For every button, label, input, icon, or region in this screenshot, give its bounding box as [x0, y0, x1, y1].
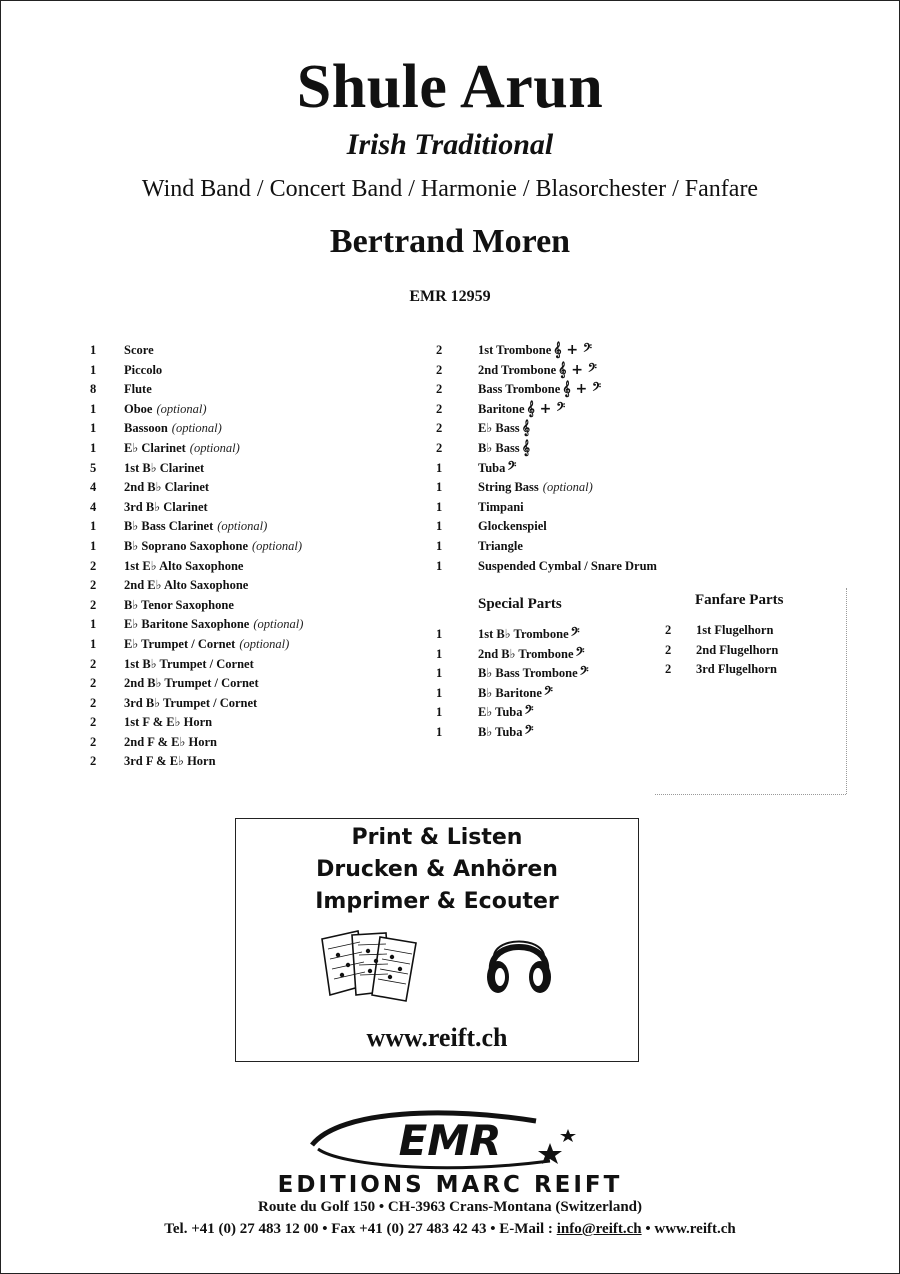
part-name: 1st Flugelhorn [696, 623, 774, 637]
fanfare-part-row [665, 621, 778, 641]
part-row [436, 341, 657, 361]
part-name: B♭ Bass Clarinet [124, 519, 214, 534]
part-name: B♭ Soprano Saxophone [124, 538, 248, 553]
optional-note: (optional) [542, 480, 593, 495]
part-name: Glockenspiel [478, 519, 547, 534]
clef-icon: 𝄞 + 𝄢 [558, 361, 597, 378]
part-quantity: 2 [90, 695, 97, 710]
part-name: Flute [124, 382, 152, 397]
part-quantity: 1 [436, 705, 443, 720]
part-row [90, 517, 303, 537]
special-part-row [436, 625, 589, 645]
part-name: E♭ Trumpet / Cornet [124, 636, 236, 651]
contact-website[interactable]: • www.reift.ch [641, 1221, 736, 1237]
part-name: 3rd Flugelhorn [696, 662, 777, 677]
part-quantity: 1 [436, 460, 443, 475]
contact-phone-fax: Tel. +41 (0) 27 483 12 00 • Fax +41 (0) 27 483 42 43 • E-Mail : [164, 1221, 557, 1237]
clef-icon: 𝄢 [507, 459, 517, 476]
part-quantity: 1 [90, 362, 97, 377]
part-row [436, 517, 657, 537]
clef-icon: 𝄢 [575, 645, 585, 662]
part-name: String Bass [478, 480, 539, 495]
part-name: E♭ Clarinet [124, 440, 186, 455]
part-quantity: 2 [90, 715, 97, 730]
optional-note: (optional) [239, 636, 290, 651]
optional-note: (optional) [252, 538, 302, 553]
part-name: B♭ Bass [478, 440, 520, 455]
part-name: 2nd E♭ Alto Saxophone [124, 578, 249, 593]
part-quantity: 1 [90, 421, 97, 436]
part-name: 3rd F & E♭ Horn [124, 754, 216, 769]
part-row [90, 537, 303, 557]
part-quantity: 2 [90, 734, 97, 749]
part-quantity: 2 [436, 382, 443, 397]
part-row [436, 439, 657, 459]
part-row [90, 655, 303, 675]
part-quantity: 1 [436, 646, 443, 661]
part-name: 1st F & E♭ Horn [124, 715, 213, 730]
promo-line-german: Drucken & Anhören [316, 857, 558, 882]
part-quantity: 1 [436, 685, 443, 700]
part-row [90, 400, 303, 420]
part-name: E♭ Tuba [478, 705, 523, 720]
clef-icon: 𝄞 + 𝄢 [553, 342, 593, 358]
part-row [436, 400, 657, 420]
promo-line-english: Print & Listen [351, 825, 523, 850]
part-row [90, 752, 303, 772]
special-part-row [436, 645, 589, 665]
part-row [90, 557, 303, 577]
optional-note: (optional) [189, 440, 240, 455]
part-name: B♭ Baritone [478, 685, 542, 700]
part-quantity: 2 [436, 362, 443, 377]
parts-list-right [436, 341, 657, 576]
clef-icon: 𝄞 + 𝄢 [526, 400, 566, 417]
part-quantity: 1 [436, 666, 443, 681]
part-quantity: 1 [90, 538, 97, 553]
part-row [436, 380, 657, 400]
part-name: Bass Trombone [478, 382, 561, 397]
part-row [90, 498, 303, 518]
part-quantity: 1 [90, 401, 97, 416]
part-name: 2nd B♭ Trombone [478, 646, 574, 661]
emr-logo-text: EMR [398, 1116, 502, 1165]
part-quantity: 2 [665, 623, 672, 637]
special-part-row [436, 664, 589, 684]
part-quantity: 1 [436, 519, 443, 534]
part-quantity: 1 [90, 519, 97, 534]
part-name: 2nd Trombone [478, 362, 557, 377]
part-row [90, 478, 303, 498]
part-name: 2nd Flugelhorn [696, 642, 779, 657]
part-name: 1st B♭ Clarinet [124, 460, 205, 475]
promo-line-french: Imprimer & Ecouter [315, 889, 559, 914]
part-row [436, 459, 657, 479]
part-name: Baritone [478, 401, 525, 416]
part-name: 2nd B♭ Trumpet / Cornet [124, 676, 259, 691]
part-row [90, 341, 303, 361]
optional-note: (optional) [217, 519, 268, 534]
part-row [90, 459, 303, 479]
fanfare-parts-heading: Fanfare Parts [695, 592, 784, 608]
part-quantity: 2 [90, 754, 97, 769]
part-quantity: 1 [436, 480, 443, 495]
part-row [436, 498, 657, 518]
part-row [436, 478, 657, 498]
part-name: 1st B♭ Trumpet / Cornet [124, 656, 254, 671]
part-quantity: 1 [436, 627, 443, 641]
part-quantity: 2 [90, 597, 97, 612]
part-name: Triangle [478, 538, 523, 553]
part-name: Timpani [478, 499, 524, 514]
clef-icon: 𝄞 [521, 439, 530, 456]
part-quantity: 2 [90, 558, 97, 573]
optional-note: (optional) [253, 617, 304, 632]
promo-url-link[interactable]: www.reift.ch [366, 1023, 508, 1052]
part-row [90, 439, 303, 459]
part-name: E♭ Baritone Saxophone [124, 617, 250, 632]
clef-icon: 𝄢 [524, 723, 534, 740]
composer-name: Bertrand Moren [329, 223, 571, 260]
special-parts-list [436, 625, 589, 743]
emr-logo-icon [300, 1105, 600, 1177]
publisher-address: Route du Golf 150 • CH-3963 Crans-Montana (Switzerland) [258, 1199, 642, 1215]
part-row [90, 576, 303, 596]
fanfare-part-row [665, 641, 778, 661]
part-quantity: 2 [665, 662, 672, 677]
part-row [90, 694, 303, 714]
publisher-contact [0, 1221, 900, 1238]
optional-note: (optional) [171, 421, 222, 436]
fanfare-divider-vertical [846, 588, 847, 794]
part-quantity: 2 [436, 440, 443, 455]
part-name: Bassoon [124, 421, 168, 436]
part-quantity: 2 [436, 343, 443, 357]
part-row [90, 674, 303, 694]
part-name: Score [124, 343, 154, 357]
part-name: 3rd B♭ Trumpet / Cornet [124, 695, 258, 710]
fanfare-divider-horizontal [655, 794, 846, 795]
clef-icon: 𝄢 [543, 684, 553, 701]
part-quantity: 8 [90, 382, 97, 397]
part-row [90, 380, 303, 400]
piece-subtitle: Irish Traditional [346, 128, 554, 161]
part-row [90, 596, 303, 616]
part-name: 1st E♭ Alto Saxophone [124, 558, 244, 573]
part-quantity: 2 [90, 578, 97, 593]
part-name: 2nd B♭ Clarinet [124, 480, 210, 495]
ensemble-line: Wind Band / Concert Band / Harmonie / Blasorchester / Fanfare [141, 176, 759, 202]
clef-icon: 𝄞 + 𝄢 [562, 381, 602, 398]
special-part-row [436, 723, 589, 743]
part-quantity: 1 [436, 724, 443, 739]
clef-icon: 𝄢 [524, 704, 534, 721]
special-part-row [436, 684, 589, 704]
piece-title: Shule Arun [296, 53, 604, 121]
part-name: Piccolo [124, 362, 163, 377]
part-row [90, 361, 303, 381]
part-name: 1st Trombone [478, 343, 552, 357]
part-quantity: 1 [90, 617, 97, 632]
part-name: Oboe [124, 401, 153, 416]
part-row [90, 615, 303, 635]
fanfare-parts-list [665, 621, 778, 680]
part-name: 2nd F & E♭ Horn [124, 734, 217, 749]
clef-icon: 𝄞 [521, 420, 530, 437]
part-name: 1st B♭ Trombone [478, 627, 569, 641]
clef-icon: 𝄢 [570, 626, 580, 642]
part-quantity: 2 [90, 656, 97, 671]
print-listen-box [235, 818, 639, 1062]
part-name: B♭ Tenor Saxophone [124, 597, 234, 612]
part-quantity: 4 [90, 499, 97, 514]
optional-note: (optional) [156, 401, 207, 416]
part-quantity: 1 [90, 440, 97, 455]
part-quantity: 1 [90, 343, 97, 357]
part-name: Suspended Cymbal / Snare Drum [478, 558, 657, 573]
part-row [436, 537, 657, 557]
sheet-music-icon [318, 925, 428, 1005]
part-row [436, 419, 657, 439]
part-quantity: 2 [90, 676, 97, 691]
part-quantity: 5 [90, 460, 97, 475]
part-name: E♭ Bass [478, 421, 520, 436]
special-part-row [436, 703, 589, 723]
part-row [90, 635, 303, 655]
part-name: B♭ Tuba [478, 724, 523, 739]
part-name: B♭ Bass Trombone [478, 666, 578, 681]
part-row [436, 361, 657, 381]
headphones-icon [484, 925, 554, 1001]
part-name: 3rd B♭ Clarinet [124, 499, 208, 514]
part-quantity: 1 [436, 499, 443, 514]
part-name: Tuba [478, 460, 506, 475]
part-row [436, 557, 657, 577]
part-quantity: 2 [436, 401, 443, 416]
part-row [90, 713, 303, 733]
special-parts-heading: Special Parts [478, 596, 562, 612]
part-quantity: 1 [436, 558, 443, 573]
publisher-name: EDITIONS MARC REIFT [277, 1172, 623, 1198]
part-quantity: 4 [90, 480, 97, 495]
part-quantity: 1 [436, 538, 443, 553]
catalog-number: EMR 12959 [409, 288, 491, 305]
clef-icon: 𝄢 [579, 665, 589, 682]
part-quantity: 1 [90, 636, 97, 651]
part-quantity: 2 [665, 642, 672, 657]
part-quantity: 2 [436, 421, 443, 436]
part-row [90, 419, 303, 439]
fanfare-part-row [665, 660, 778, 680]
email-link[interactable]: info@reift.ch [556, 1221, 642, 1237]
parts-list-left [90, 341, 303, 772]
part-row [90, 733, 303, 753]
